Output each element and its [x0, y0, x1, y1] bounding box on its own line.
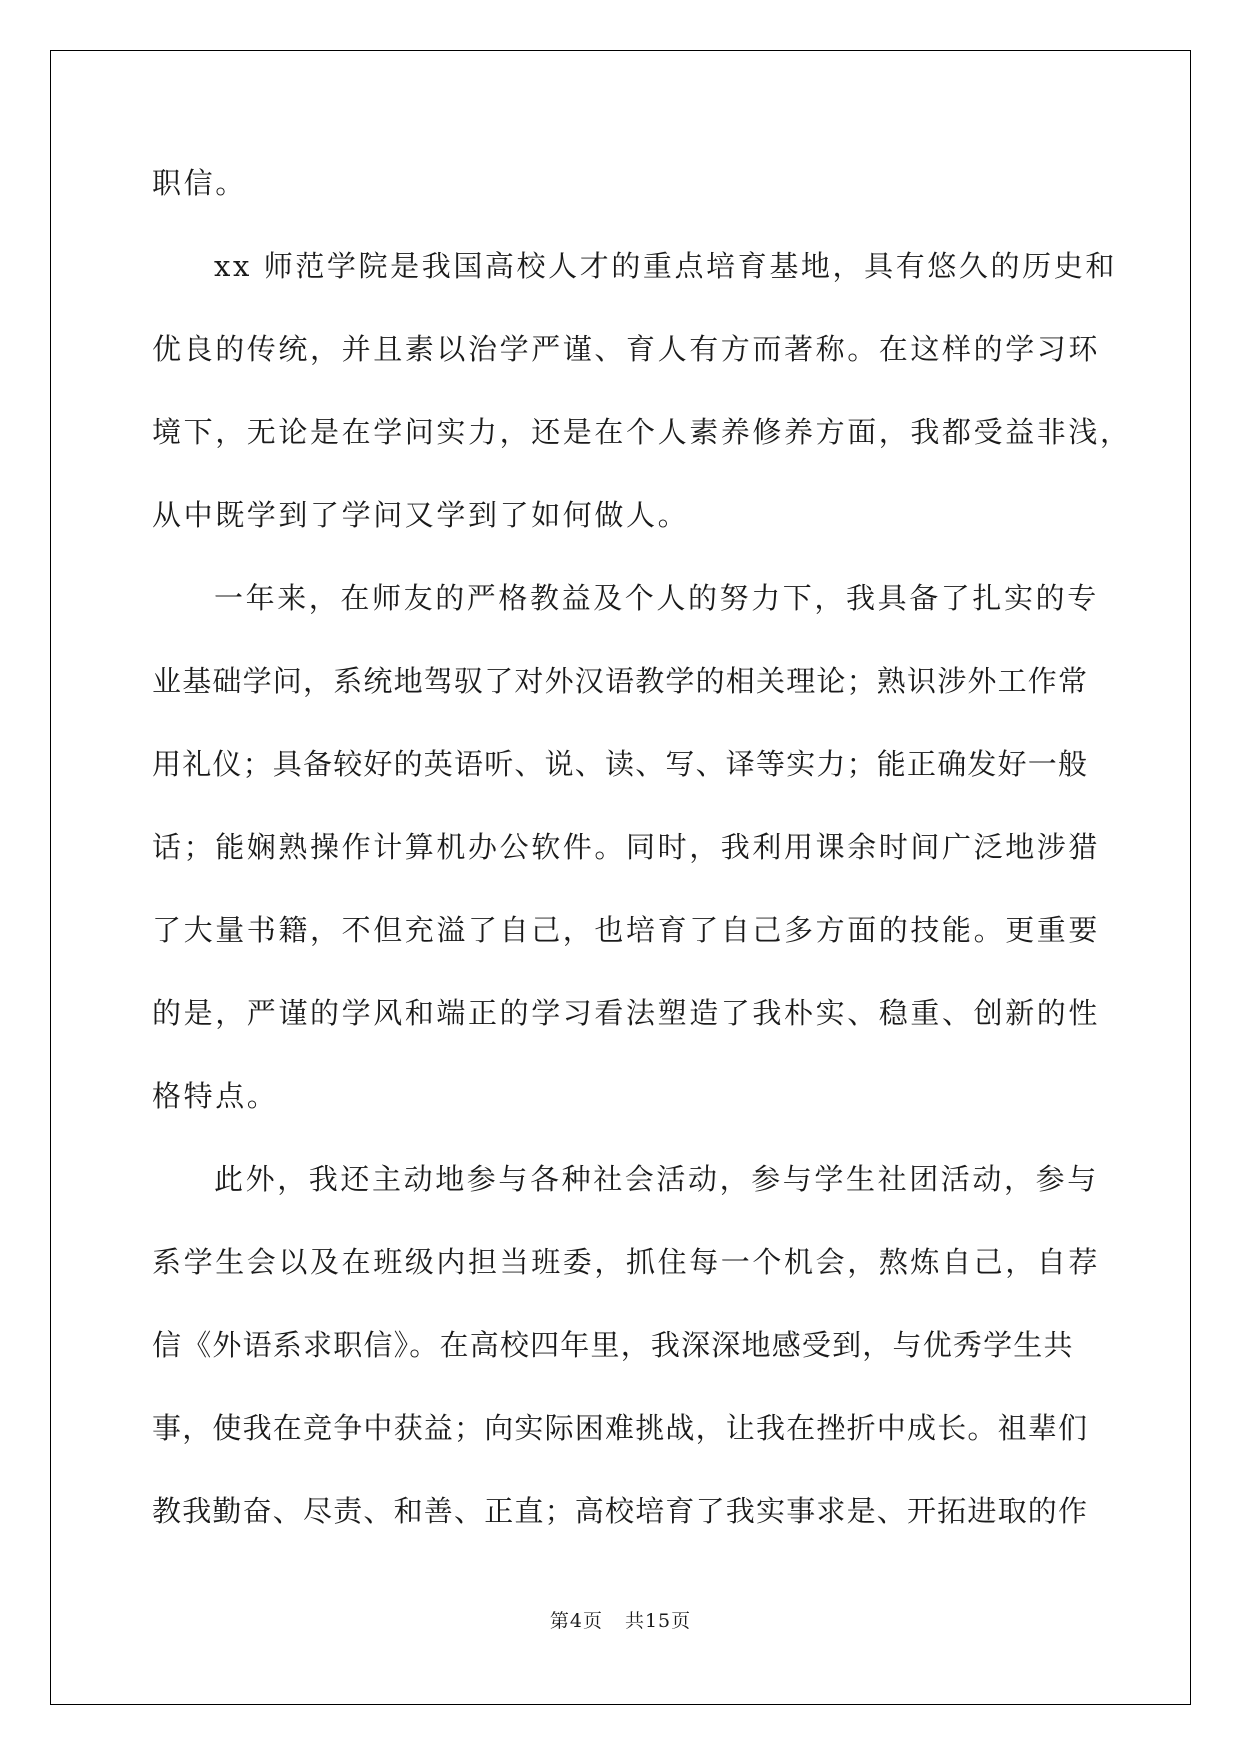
text-line: 了大量书籍，不但充溢了自己，也培育了自己多方面的技能。更重要 [152, 913, 1101, 947]
text-line: 业基础学问，系统地驾驭了对外汉语教学的相关理论；熟识涉外工作常 [152, 664, 1089, 698]
paragraph-first-line: 此外，我还主动地参与各种社会活动，参与学生社团活动，参与 [214, 1162, 1099, 1196]
text-line: 职信。 [152, 166, 247, 200]
total-pages: 共15页 [624, 1610, 692, 1632]
paragraph-first-line: xx 师范学院是我国高校人才的重点培育基地，具有悠久的历史和 [214, 249, 1117, 283]
page-number: 第4页 [549, 1610, 603, 1632]
text-line: 用礼仪；具备较好的英语听、说、读、写、译等实力；能正确发好一般 [152, 747, 1089, 781]
page-footer [0, 1606, 1241, 1633]
text-line: 信《外语系求职信》。在高校四年里，我深深地感受到，与优秀学生共 [152, 1328, 1074, 1362]
text-line: 教我勤奋、尽责、和善、正直；高校培育了我实事求是、开拓进取的作 [152, 1494, 1089, 1528]
text-line: 事，使我在竞争中获益；向实际困难挑战，让我在挫折中成长。祖辈们 [152, 1411, 1089, 1445]
text-line: 境下，无论是在学问实力，还是在个人素养修养方面，我都受益非浅， [152, 415, 1132, 449]
document-body [152, 142, 1132, 1553]
text-line: 优良的传统，并且素以治学严谨、育人有方而著称。在这样的学习环 [152, 332, 1101, 366]
text-line: 从中既学到了学问又学到了如何做人。 [152, 498, 690, 532]
text-line: 话；能娴熟操作计算机办公软件。同时，我利用课余时间广泛地涉猎 [152, 830, 1101, 864]
text-line: 的是，严谨的学风和端正的学习看法塑造了我朴实、稳重、创新的性 [152, 996, 1101, 1030]
text-line: 系学生会以及在班级内担当班委，抓住每一个机会，熬炼自己，自荐 [152, 1245, 1101, 1279]
text-line: 格特点。 [152, 1079, 279, 1113]
paragraph-first-line: 一年来，在师友的严格教益及个人的努力下，我具备了扎实的专 [214, 581, 1099, 615]
